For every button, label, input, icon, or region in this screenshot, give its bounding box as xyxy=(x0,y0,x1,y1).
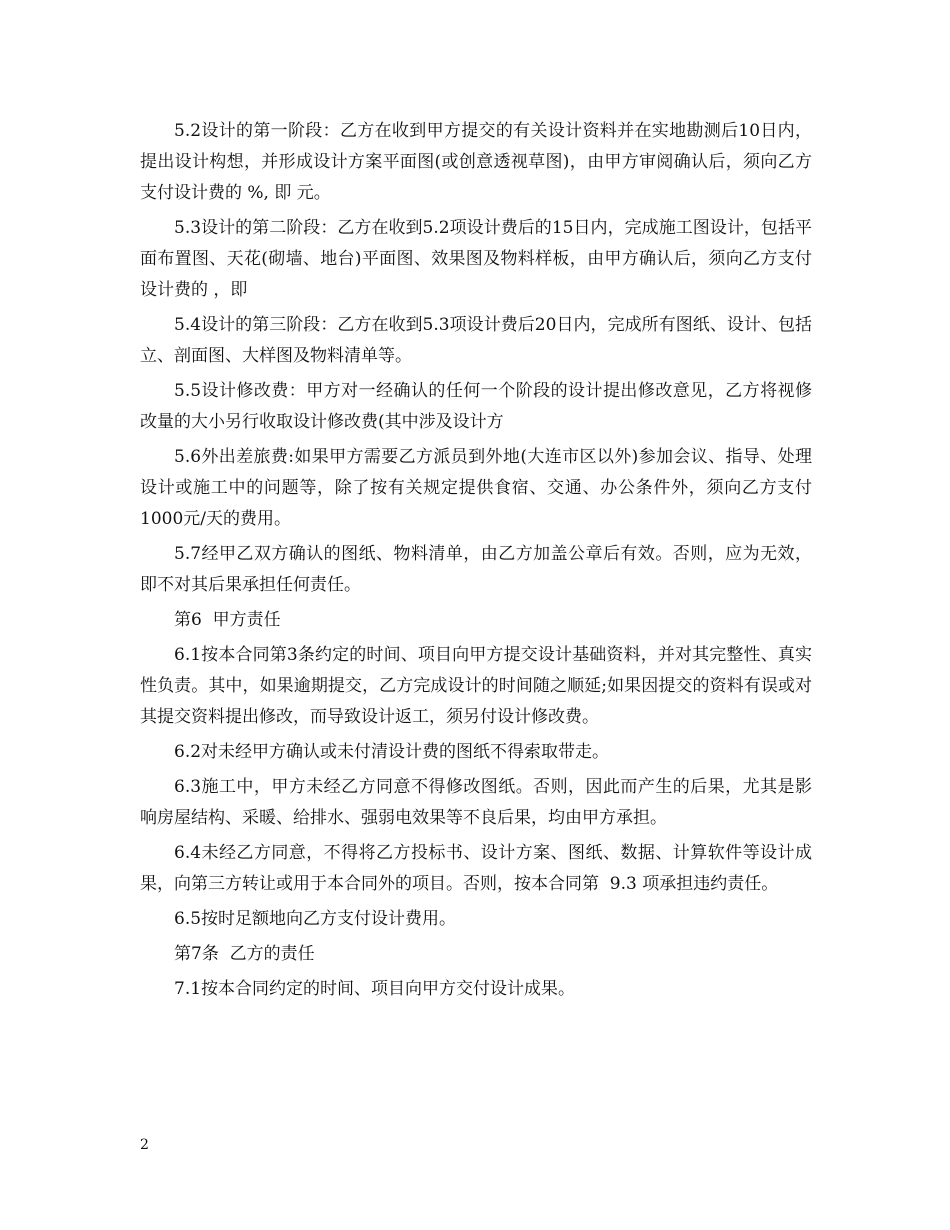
paragraph-5-4: 5.4设计的第三阶段：乙方在收到5.3项设计费后20日内，完成所有图纸、设计、包括立、剖面图、大样图及物料清单等。 xyxy=(140,315,812,366)
paragraph-6-3: 6.3施工中，甲方未经乙方同意不得修改图纸。否则，因此而产生的后果，尤其是影响房屋结构、采暖、给排水、强弱电效果等不良后果，均由甲方承担。 xyxy=(140,777,812,828)
document-body xyxy=(140,116,812,1009)
heading-article-6: 第6 甲方责任 xyxy=(174,610,281,630)
paragraph-5-6: 5.6外出差旅费:如果甲方需要乙方派员到外地(大连市区以外)参加会议、指导、处理设计或施工中的问题等，除了按有关规定提供食宿、交通、办公条件外，须向乙方支付1000元/天的费用。 xyxy=(140,447,812,529)
paragraph-5-2: 5.2设计的第一阶段：乙方在收到甲方提交的有关设计资料并在实地勘测后10日内，提出设计构想，并形成设计方案平面图(或创意透视草图)，由甲方审阅确认后，须向乙方支付设计费的 %, 即 元。 xyxy=(140,121,812,203)
paragraph-6-2: 6.2对未经甲方确认或未付清设计费的图纸不得索取带走。 xyxy=(174,742,610,762)
paragraph-5-3: 5.3设计的第二阶段：乙方在收到5.2项设计费后的15日内，完成施工图设计，包括平面布置图、天花(砌墙、地台)平面图、效果图及物料样板，由甲方确认后，须向乙方支付设计费的 ，即 xyxy=(140,218,812,300)
paragraph-6-4: 6.4未经乙方同意，不得将乙方投标书、设计方案、图纸、数据、计算软件等设计成果，向第三方转让或用于本合同外的项目。否则，按本合同第 9.3 项承担违约责任。 xyxy=(140,843,812,894)
page-number: 2 xyxy=(140,1137,149,1153)
paragraph-6-1: 6.1按本合同第3条约定的时间、项目向甲方提交设计基础资料，并对其完整性、真实性负责。其中，如果逾期提交，乙方完成设计的时间随之顺延;如果因提交的资料有误或对其提交资料提出修改，而导致设计返工，须另付设计修改费。 xyxy=(140,645,812,727)
paragraph-5-7: 5.7经甲乙双方确认的图纸、物料清单，由乙方加盖公章后有效。否则，应为无效，即不对其后果承担任何责任。 xyxy=(140,544,812,595)
paragraph-5-5: 5.5设计修改费：甲方对一经确认的任何一个阶段的设计提出修改意见，乙方将视修改量的大小另行收取设计修改费(其中涉及设计方 xyxy=(140,381,812,432)
paragraph-7-1: 7.1按本合同约定的时间、项目向甲方交付设计成果。 xyxy=(174,979,576,999)
heading-article-7: 第7条 乙方的责任 xyxy=(174,944,315,964)
paragraph-6-5: 6.5按时足额地向乙方支付设计费用。 xyxy=(174,909,457,929)
